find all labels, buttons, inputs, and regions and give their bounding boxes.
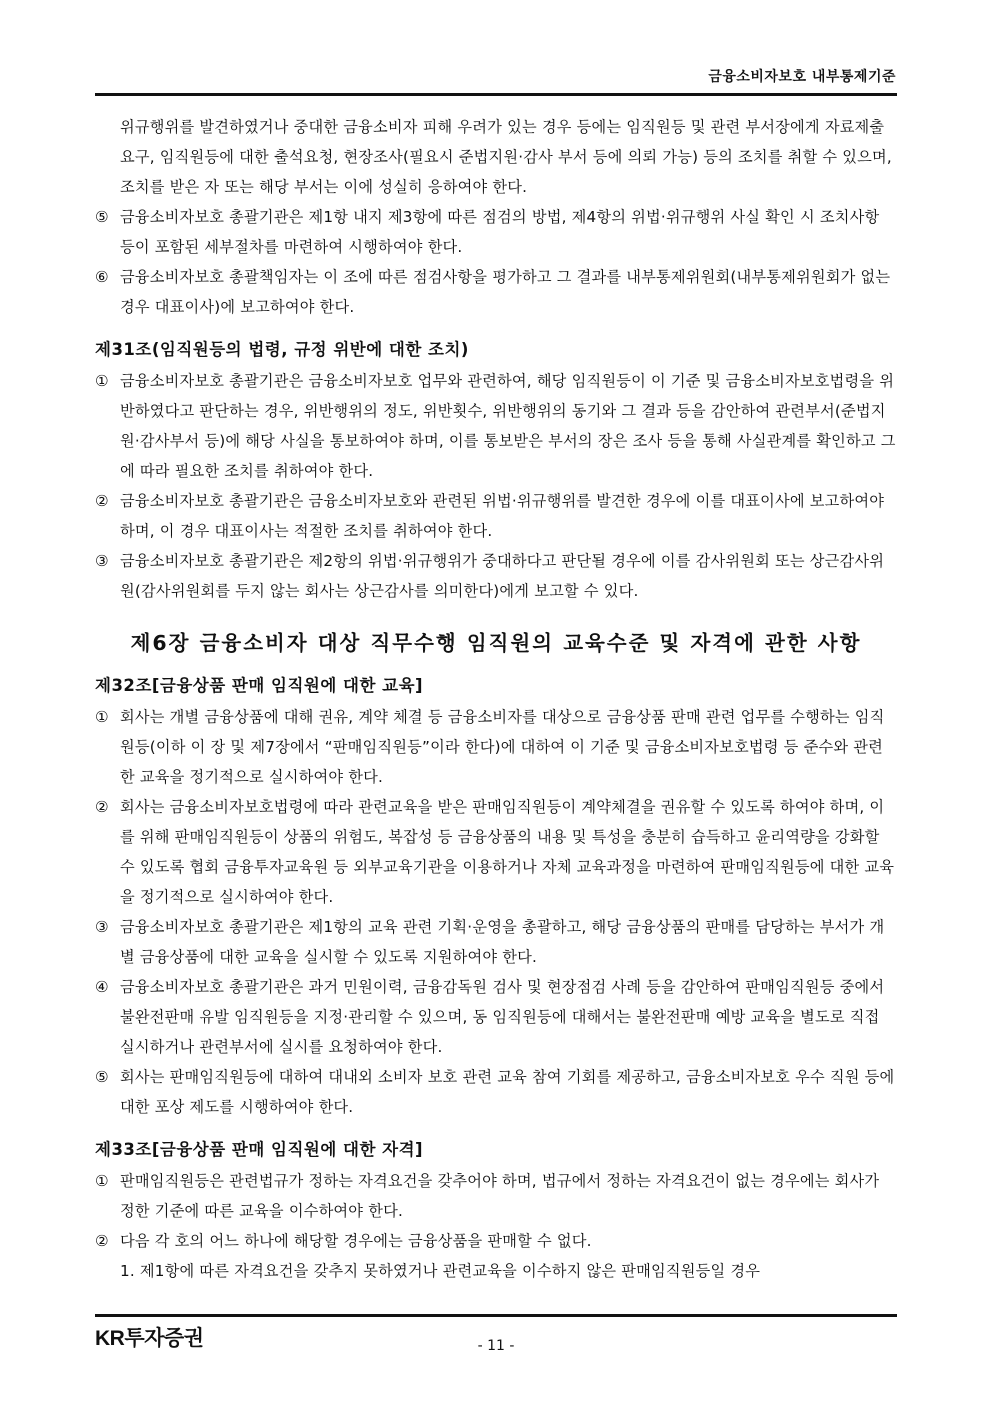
clause-item — [95, 1166, 897, 1226]
clause-item — [95, 546, 897, 606]
clause-number: ② — [95, 1232, 109, 1250]
chapter-title: 제6장 금융소비자 대상 직무수행 임직원의 교육수준 및 자격에 관한 사항 — [130, 631, 862, 655]
clause-text: 금융소비자보호 총괄기관은 제2항의 위법·위규행위가 중대하다고 판단될 경우에 이를 감사위원회 또는 상근감사위원(감사위원회를 두지 않는 회사는 상근감사를 의미한다)에게 보고할 수 있다. — [120, 552, 885, 600]
clause-text: 금융소비자보호 총괄책임자는 이 조에 따른 점검사항을 평가하고 그 결과를 내부통제위원회(내부통제위원회가 없는 경우 대표이사)에 보고하여야 한다. — [120, 268, 891, 316]
clause-item — [95, 1062, 897, 1122]
clause-item — [95, 972, 897, 1062]
clause-number: ⑤ — [95, 208, 109, 226]
article-title: 제33조[금융상품 판매 임직원에 대한 자격] — [95, 1140, 424, 1159]
clause-text: 다음 각 호의 어느 하나에 해당할 경우에는 금융상품을 판매할 수 없다. — [120, 1232, 592, 1250]
clause-number: ③ — [95, 552, 109, 570]
clause-item — [95, 202, 897, 262]
clause-text: 금융소비자보호 총괄기관은 제1항의 교육 관련 기획·운영을 총괄하고, 해당 금융상품의 판매를 담당하는 부서가 개별 금융상품에 대한 교육을 실시할 수 있도록 지원하여야 한다. — [120, 918, 885, 966]
article-title: 제31조(임직원등의 법령, 규정 위반에 대한 조치) — [95, 340, 469, 359]
clause-text: 1. 제1항에 따른 자격요건을 갖추지 못하였거나 관련교육을 이수하지 않은 판매임직원등일 경우 — [120, 1262, 761, 1280]
clause-item — [95, 702, 897, 792]
clause-number: ⑤ — [95, 1068, 109, 1086]
clause-text: 금융소비자보호 총괄기관은 과거 민원이력, 금융감독원 검사 및 현장점검 사례 등을 감안하여 판매임직원등 중에서 불완전판매 유발 임직원등을 지정·관리할 수 있으며, 동 임직원등에 대해서는 불완전판매 예방 교육을 별도로 직접 실시하거나 관련부서에 실시를 요청하여야 한다. — [120, 978, 885, 1056]
clause-text: 금융소비자보호 총괄기관은 금융소비자보호와 관련된 위법·위규행위를 발견한 경우에 이를 대표이사에 보고하여야 하며, 이 경우 대표이사는 적절한 조치를 취하여야 한다. — [120, 492, 885, 540]
clause-number: ② — [95, 798, 109, 816]
company-logo: KR투자증권 — [95, 1327, 204, 1350]
clause-number: ③ — [95, 918, 109, 936]
clause-number: ① — [95, 708, 109, 726]
clause-number: ⑥ — [95, 268, 109, 286]
sub-item — [95, 1256, 897, 1286]
clause-number: ② — [95, 492, 109, 510]
header-divider — [95, 93, 897, 96]
clause-number: ① — [95, 372, 109, 390]
clause-number: ④ — [95, 978, 109, 996]
clause-item — [95, 912, 897, 972]
running-header-title: 금융소비자보호 내부통제기준 — [708, 69, 896, 85]
clause-text: 금융소비자보호 총괄기관은 제1항 내지 제3항에 따른 점검의 방법, 제4항의 위법·위규행위 사실 확인 시 조치사항 등이 포함된 세부절차를 마련하여 시행하여야 한다. — [120, 208, 880, 256]
clause-text: 금융소비자보호 총괄기관은 금융소비자보호 업무와 관련하여, 해당 임직원등이 이 기준 및 금융소비자보호법령을 위반하였다고 판단하는 경우, 위반행위의 정도, 위반횟수, 위반행위의 동기와 그 결과 등을 감안하여 관련부서(준법지원·감사부서 등)에 해당 사실을 통보하여야 하며, 이를 통보받은 부서의 장은 조사 등을 통해 사실관계를 확인하고 그에 따라 필요한 조치를 취하여야 한다. — [120, 372, 896, 480]
clause-text: 회사는 판매임직원등에 대하여 대내외 소비자 보호 관련 교육 참여 기회를 제공하고, 금융소비자보호 우수 직원 등에 대한 포상 제도를 시행하여야 한다. — [120, 1068, 895, 1116]
clause-text: 회사는 금융소비자보호법령에 따라 관련교육을 받은 판매임직원등이 계약체결을 권유할 수 있도록 하여야 하며, 이를 위해 판매임직원등이 상품의 위험도, 복잡성 등 금융상품의 내용 및 특성을 충분히 습득하고 윤리역량을 강화할 수 있도록 협회 금융투자교육원 등 외부교육기관을 이용하거나 자체 교육과정을 마련하여 판매임직원등에 대한 교육을 정기적으로 실시하여야 한다. — [120, 798, 895, 906]
clause-item — [95, 486, 897, 546]
clause-item — [95, 262, 897, 322]
clause-item — [95, 792, 897, 912]
clause-item — [95, 366, 897, 486]
footer-divider — [95, 1314, 897, 1317]
paragraph-continuation — [95, 112, 897, 202]
document-body — [95, 112, 897, 1286]
clause-text: 회사는 개별 금융상품에 대해 권유, 계약 체결 등 금융소비자를 대상으로 금융상품 판매 관련 업무를 수행하는 임직원등(이하 이 장 및 제7장에서 “판매임직원등”이라 한다)에 대하여 이 기준 및 금융소비자보호법령 등 준수와 관련한 교육을 정기적으로 실시하여야 한다. — [120, 708, 885, 786]
clause-number: ① — [95, 1172, 109, 1190]
clause-item — [95, 1226, 897, 1256]
page-number: - 11 - — [477, 1338, 515, 1354]
clause-text: 위규행위를 발견하였거나 중대한 금융소비자 피해 우려가 있는 경우 등에는 임직원등 및 관련 부서장에게 자료제출 요구, 임직원등에 대한 출석요청, 현장조사(필요시 준법지원·감사 부서 등에 의뢰 가능) 등의 조치를 취할 수 있으며, 조치를 받은 자 또는 해당 부서는 이에 성실히 응하여야 한다. — [120, 118, 892, 196]
clause-text: 판매임직원등은 관련법규가 정하는 자격요건을 갖추어야 하며, 법규에서 정하는 자격요건이 없는 경우에는 회사가 정한 기준에 따른 교육을 이수하여야 한다. — [120, 1172, 880, 1220]
article-title: 제32조[금융상품 판매 임직원에 대한 교육] — [95, 676, 424, 695]
